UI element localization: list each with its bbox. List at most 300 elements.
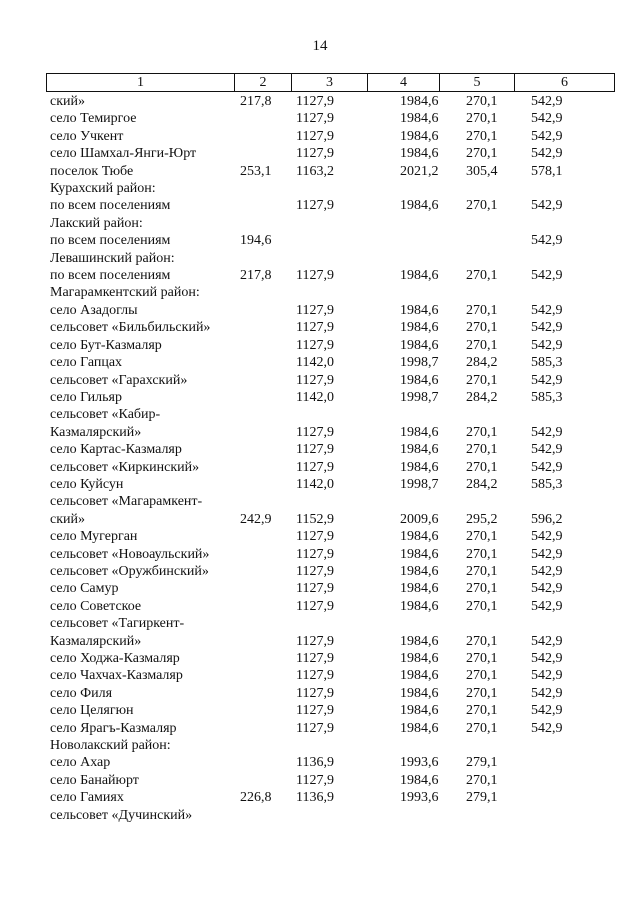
table-row — [46, 650, 617, 667]
value-col-6: 542,9 — [531, 442, 563, 458]
value-col-2 — [240, 702, 294, 719]
value-col-3: 1127,9 — [296, 320, 334, 336]
value-col-3 — [294, 615, 370, 632]
value-col-6: 542,9 — [531, 581, 563, 597]
value-col-5 — [442, 406, 517, 423]
value-col-3: 1127,9 — [296, 563, 334, 579]
value-col-6: 542,9 — [531, 703, 563, 719]
value-col-2 — [240, 128, 294, 145]
value-col-4: 1984,6 — [400, 598, 439, 614]
value-col-3: 1127,9 — [296, 598, 334, 614]
settlement-name: село Шамхал-Янги-Юрт — [50, 146, 197, 162]
settlement-name: село Филя — [50, 685, 113, 701]
value-col-6 — [517, 772, 617, 789]
value-col-2 — [240, 580, 294, 597]
value-col-5: 270,1 — [466, 198, 498, 214]
table-row — [46, 754, 617, 771]
value-col-4: 1998,7 — [400, 476, 439, 492]
value-col-3 — [294, 493, 370, 510]
settlement-name: по всем поселениям — [50, 233, 171, 249]
value-col-4: 1984,6 — [400, 111, 439, 127]
table-row — [46, 615, 617, 632]
value-col-6 — [517, 754, 617, 771]
value-col-5: 270,1 — [466, 337, 498, 353]
table-row — [46, 459, 617, 476]
table-row — [46, 110, 617, 127]
value-col-6: 542,9 — [531, 668, 563, 684]
value-col-6: 578,1 — [531, 163, 563, 179]
value-col-3 — [294, 250, 370, 267]
table-row — [46, 528, 617, 545]
table-row — [46, 546, 617, 563]
settlement-name: Лакский район: — [50, 215, 143, 231]
settlement-name: сельсовет «Гарахский» — [50, 372, 188, 388]
value-col-2 — [240, 772, 294, 789]
value-col-4 — [370, 232, 442, 249]
table-row — [46, 302, 617, 319]
value-col-4: 1984,6 — [400, 442, 439, 458]
settlement-name: сельсовет «Новоаульский» — [50, 546, 210, 562]
column-header-1: 1 — [47, 74, 235, 92]
settlement-name: село Темиргое — [50, 111, 137, 127]
value-col-4: 1984,6 — [400, 529, 439, 545]
settlement-name: ский» — [50, 94, 85, 109]
value-col-6: 585,3 — [531, 355, 563, 371]
table-row — [46, 93, 617, 110]
value-col-3: 1127,9 — [296, 268, 334, 284]
table-row — [46, 284, 617, 301]
value-col-2 — [240, 424, 294, 441]
settlement-name: Казмалярский» — [50, 424, 142, 440]
settlement-name: село Учкент — [50, 128, 124, 144]
table-row — [46, 720, 617, 737]
value-col-4: 1998,7 — [400, 389, 439, 405]
value-col-6 — [517, 615, 617, 632]
value-col-4: 1984,6 — [400, 424, 439, 440]
value-col-5 — [442, 615, 517, 632]
value-col-2 — [240, 598, 294, 615]
settlement-name: село Советское — [50, 598, 142, 614]
settlement-name: по всем поселениям — [50, 268, 171, 284]
value-col-3 — [294, 232, 370, 249]
value-col-2: 194,6 — [240, 233, 272, 249]
value-col-4: 1984,6 — [400, 268, 439, 284]
value-col-6: 542,9 — [531, 268, 563, 284]
value-col-3: 1127,9 — [296, 581, 334, 597]
page-number: 14 — [312, 38, 328, 54]
table-row — [46, 372, 617, 389]
table-row — [46, 215, 617, 232]
value-col-4: 1993,6 — [400, 790, 439, 806]
settlement-name: поселок Тюбе — [50, 163, 134, 179]
settlement-name: село Ходжа-Казмаляр — [50, 651, 180, 666]
value-col-3 — [294, 406, 370, 423]
value-col-6: 542,9 — [531, 424, 563, 440]
value-col-5: 270,1 — [466, 772, 498, 788]
value-col-3: 1127,9 — [296, 529, 334, 545]
value-col-5: 305,4 — [466, 163, 498, 179]
value-col-4: 1984,6 — [400, 546, 439, 562]
value-col-5: 270,1 — [466, 146, 498, 162]
value-col-3: 1127,9 — [296, 459, 334, 475]
value-col-3 — [294, 215, 370, 232]
value-col-2 — [240, 650, 294, 667]
value-col-6: 542,9 — [531, 651, 563, 666]
value-col-3 — [294, 284, 370, 301]
settlement-name: Новолакский район: — [50, 738, 171, 754]
value-col-4: 1984,6 — [400, 685, 439, 701]
tariff-table — [46, 93, 617, 824]
value-col-5: 270,1 — [466, 128, 498, 144]
value-col-5: 284,2 — [466, 355, 498, 371]
table-row — [46, 476, 617, 493]
table-row — [46, 424, 617, 441]
value-col-6: 542,9 — [531, 459, 563, 475]
value-col-3 — [294, 180, 370, 197]
value-col-6 — [517, 493, 617, 510]
value-col-2: 226,8 — [240, 790, 272, 806]
value-col-6 — [517, 406, 617, 423]
value-col-5: 295,2 — [466, 511, 498, 527]
table-row — [46, 389, 617, 406]
settlement-name: село Ахар — [50, 755, 111, 771]
value-col-2 — [240, 337, 294, 354]
table-row — [46, 250, 617, 267]
value-col-4: 1984,6 — [400, 772, 439, 788]
value-col-4: 1993,6 — [400, 755, 439, 771]
value-col-2 — [240, 615, 294, 632]
value-col-2: 217,8 — [240, 268, 272, 284]
value-col-4: 1984,6 — [400, 668, 439, 684]
value-col-5 — [442, 215, 517, 232]
value-col-4: 1984,6 — [400, 720, 439, 736]
value-col-5: 270,1 — [466, 720, 498, 736]
value-col-4: 1984,6 — [400, 198, 439, 214]
value-col-6: 542,9 — [531, 302, 563, 318]
table-row — [46, 789, 617, 806]
value-col-4: 1984,6 — [400, 128, 439, 144]
value-col-4: 1984,6 — [400, 320, 439, 336]
settlement-name: село Гапцах — [50, 355, 123, 371]
table-row — [46, 319, 617, 336]
value-col-2 — [240, 563, 294, 580]
value-col-6: 585,3 — [531, 476, 563, 492]
table-row — [46, 128, 617, 145]
value-col-3: 1127,9 — [296, 372, 334, 388]
value-col-3: 1127,9 — [296, 198, 334, 214]
value-col-5 — [442, 284, 517, 301]
value-col-2 — [240, 197, 294, 214]
settlement-name: село Самур — [50, 581, 119, 597]
settlement-name: село Банайюрт — [50, 772, 139, 788]
settlement-name: село Бут-Казмаляр — [50, 337, 162, 353]
column-header-5: 5 — [440, 74, 515, 92]
value-col-5: 270,1 — [466, 268, 498, 284]
value-col-3: 1127,9 — [296, 424, 334, 440]
value-col-6: 542,9 — [531, 233, 563, 249]
table-row — [46, 267, 617, 284]
table-row — [46, 145, 617, 162]
settlement-name: село Куйсун — [50, 476, 124, 492]
value-col-6: 542,9 — [531, 198, 563, 214]
table-row — [46, 180, 617, 197]
table-row — [46, 667, 617, 684]
table-row — [46, 563, 617, 580]
value-col-3: 1127,9 — [296, 128, 334, 144]
value-col-2 — [240, 284, 294, 301]
value-col-6 — [517, 284, 617, 301]
value-col-3: 1127,9 — [296, 720, 334, 736]
value-col-3: 1127,9 — [296, 651, 334, 666]
value-col-3: 1136,9 — [296, 790, 334, 806]
value-col-5 — [442, 807, 517, 824]
value-col-5: 270,1 — [466, 424, 498, 440]
value-col-5: 270,1 — [466, 598, 498, 614]
value-col-5: 270,1 — [466, 563, 498, 579]
value-col-2 — [240, 406, 294, 423]
value-col-4 — [370, 493, 442, 510]
value-col-4: 1984,6 — [400, 633, 439, 649]
value-col-5 — [442, 737, 517, 754]
settlement-name: село Целягюн — [50, 703, 134, 719]
value-col-3: 1127,9 — [296, 94, 334, 109]
settlement-name: сельсовет «Магарамкент- — [50, 494, 203, 510]
value-col-5 — [442, 493, 517, 510]
value-col-2 — [240, 110, 294, 127]
value-col-2 — [240, 319, 294, 336]
table-row — [46, 337, 617, 354]
value-col-3: 1142,0 — [296, 389, 334, 405]
settlement-name: сельсовет «Дучинский» — [50, 807, 193, 823]
value-col-2 — [240, 441, 294, 458]
table-row — [46, 702, 617, 719]
value-col-6: 542,9 — [531, 529, 563, 545]
value-col-2: 217,8 — [240, 94, 272, 109]
value-col-3: 1127,9 — [296, 633, 334, 649]
value-col-2 — [240, 546, 294, 563]
value-col-4: 1984,6 — [400, 651, 439, 666]
value-col-6: 542,9 — [531, 372, 563, 388]
value-col-5: 270,1 — [466, 685, 498, 701]
settlement-name: село Гильяр — [50, 389, 122, 405]
value-col-4 — [370, 180, 442, 197]
value-col-5: 270,1 — [466, 302, 498, 318]
value-col-3: 1127,9 — [296, 302, 334, 318]
table-row — [46, 598, 617, 615]
table-row — [46, 737, 617, 754]
value-col-3: 1127,9 — [296, 546, 334, 562]
value-col-5 — [442, 250, 517, 267]
value-col-6: 542,9 — [531, 685, 563, 701]
value-col-4 — [370, 737, 442, 754]
value-col-3: 1152,9 — [296, 511, 334, 527]
value-col-5: 284,2 — [466, 476, 498, 492]
value-col-6: 585,3 — [531, 389, 563, 405]
value-col-6: 542,9 — [531, 546, 563, 562]
value-col-5: 270,1 — [466, 320, 498, 336]
value-col-3: 1127,9 — [296, 442, 334, 458]
value-col-3: 1127,9 — [296, 772, 334, 788]
value-col-6: 542,9 — [531, 111, 563, 127]
settlement-name: село Азадоглы — [50, 302, 138, 318]
value-col-2 — [240, 807, 294, 824]
value-col-2 — [240, 250, 294, 267]
settlement-name: Магарамкентский район: — [50, 285, 200, 301]
table-row — [46, 163, 617, 180]
table-row — [46, 197, 617, 214]
value-col-4: 1984,6 — [400, 146, 439, 162]
table-row — [46, 406, 617, 423]
value-col-6: 542,9 — [531, 94, 563, 109]
value-col-5: 270,1 — [466, 459, 498, 475]
value-col-4 — [370, 615, 442, 632]
table-row — [46, 580, 617, 597]
value-col-2 — [240, 720, 294, 737]
value-col-5: 270,1 — [466, 546, 498, 562]
value-col-3: 1127,9 — [296, 685, 334, 701]
settlement-name: Левашинский район: — [50, 250, 175, 266]
value-col-3: 1136,9 — [296, 755, 334, 771]
table-header — [46, 73, 615, 92]
settlement-name: Казмалярский» — [50, 633, 142, 649]
value-col-4: 1984,6 — [400, 459, 439, 475]
settlement-name: село Ярагъ-Казмаляр — [50, 720, 177, 736]
value-col-4: 1998,7 — [400, 355, 439, 371]
value-col-5: 270,1 — [466, 372, 498, 388]
value-col-4 — [370, 406, 442, 423]
value-col-3: 1142,0 — [296, 476, 334, 492]
value-col-3: 1163,2 — [296, 163, 334, 179]
value-col-2 — [240, 667, 294, 684]
value-col-5: 270,1 — [466, 581, 498, 597]
settlement-name: сельсовет «Бильбильский» — [50, 320, 211, 336]
value-col-4 — [370, 284, 442, 301]
settlement-name: сельсовет «Тагиркент- — [50, 616, 185, 632]
value-col-6: 542,9 — [531, 146, 563, 162]
value-col-3 — [294, 807, 370, 824]
table-row — [46, 633, 617, 650]
settlement-name: сельсовет «Киркинский» — [50, 459, 200, 475]
settlement-name: село Чахчах-Казмаляр — [50, 668, 183, 684]
value-col-6: 542,9 — [531, 128, 563, 144]
value-col-2: 253,1 — [240, 163, 272, 179]
table-row — [46, 354, 617, 371]
settlement-name: по всем поселениям — [50, 198, 171, 214]
table-row — [46, 807, 617, 824]
value-col-6 — [517, 737, 617, 754]
value-col-2 — [240, 180, 294, 197]
value-col-2 — [240, 633, 294, 650]
value-col-5: 270,1 — [466, 529, 498, 545]
settlement-name: ский» — [50, 511, 85, 527]
column-header-2: 2 — [235, 74, 292, 92]
value-col-4 — [370, 250, 442, 267]
value-col-2 — [240, 459, 294, 476]
value-col-6 — [517, 789, 617, 806]
value-col-4: 1984,6 — [400, 703, 439, 719]
value-col-5: 270,1 — [466, 94, 498, 109]
table-row — [46, 232, 617, 249]
table-row — [46, 685, 617, 702]
value-col-4: 2021,2 — [400, 163, 439, 179]
value-col-6: 542,9 — [531, 563, 563, 579]
value-col-5: 270,1 — [466, 668, 498, 684]
value-col-6: 596,2 — [531, 511, 563, 527]
value-col-4: 1984,6 — [400, 563, 439, 579]
value-col-3 — [294, 737, 370, 754]
value-col-3: 1127,9 — [296, 111, 334, 127]
value-col-5: 284,2 — [466, 389, 498, 405]
value-col-6: 542,9 — [531, 598, 563, 614]
value-col-4 — [370, 807, 442, 824]
value-col-2 — [240, 389, 294, 406]
value-col-4: 1984,6 — [400, 337, 439, 353]
value-col-5: 270,1 — [466, 703, 498, 719]
value-col-5: 279,1 — [466, 755, 498, 771]
value-col-2 — [240, 354, 294, 371]
settlement-name: село Картас-Казмаляр — [50, 442, 182, 458]
value-col-2 — [240, 528, 294, 545]
value-col-6 — [517, 180, 617, 197]
value-col-2 — [240, 493, 294, 510]
value-col-4: 2009,6 — [400, 511, 439, 527]
value-col-2: 242,9 — [240, 511, 272, 527]
value-col-2 — [240, 302, 294, 319]
value-col-3: 1127,9 — [296, 146, 334, 162]
table-row — [46, 493, 617, 510]
value-col-2 — [240, 145, 294, 162]
value-col-5: 270,1 — [466, 633, 498, 649]
value-col-4: 1984,6 — [400, 94, 439, 109]
value-col-4: 1984,6 — [400, 372, 439, 388]
value-col-3: 1142,0 — [296, 355, 334, 371]
table-row — [46, 511, 617, 528]
column-header-4: 4 — [368, 74, 440, 92]
header-row — [47, 74, 615, 92]
value-col-5: 270,1 — [466, 651, 498, 666]
value-col-2 — [240, 215, 294, 232]
column-header-6: 6 — [515, 74, 615, 92]
value-col-6 — [517, 807, 617, 824]
value-col-6: 542,9 — [531, 320, 563, 336]
value-col-3: 1127,9 — [296, 337, 334, 353]
value-col-2 — [240, 737, 294, 754]
table-row — [46, 441, 617, 458]
value-col-4 — [370, 215, 442, 232]
settlement-name: село Гамиях — [50, 790, 124, 806]
value-col-6 — [517, 250, 617, 267]
value-col-5: 279,1 — [466, 790, 498, 806]
value-col-5: 270,1 — [466, 111, 498, 127]
value-col-6: 542,9 — [531, 633, 563, 649]
settlement-name: Курахский район: — [50, 181, 156, 197]
value-col-2 — [240, 754, 294, 771]
value-col-6: 542,9 — [531, 720, 563, 736]
value-col-6: 542,9 — [531, 337, 563, 353]
settlement-name: село Мугерган — [50, 529, 138, 545]
value-col-5 — [442, 180, 517, 197]
settlement-name: сельсовет «Кабир- — [50, 407, 161, 423]
settlement-name: сельсовет «Оружбинский» — [50, 563, 209, 579]
value-col-2 — [240, 476, 294, 493]
value-col-3: 1127,9 — [296, 703, 334, 719]
table-row — [46, 772, 617, 789]
value-col-5: 270,1 — [466, 442, 498, 458]
value-col-3: 1127,9 — [296, 668, 334, 684]
value-col-2 — [240, 685, 294, 702]
value-col-4: 1984,6 — [400, 302, 439, 318]
value-col-4: 1984,6 — [400, 581, 439, 597]
